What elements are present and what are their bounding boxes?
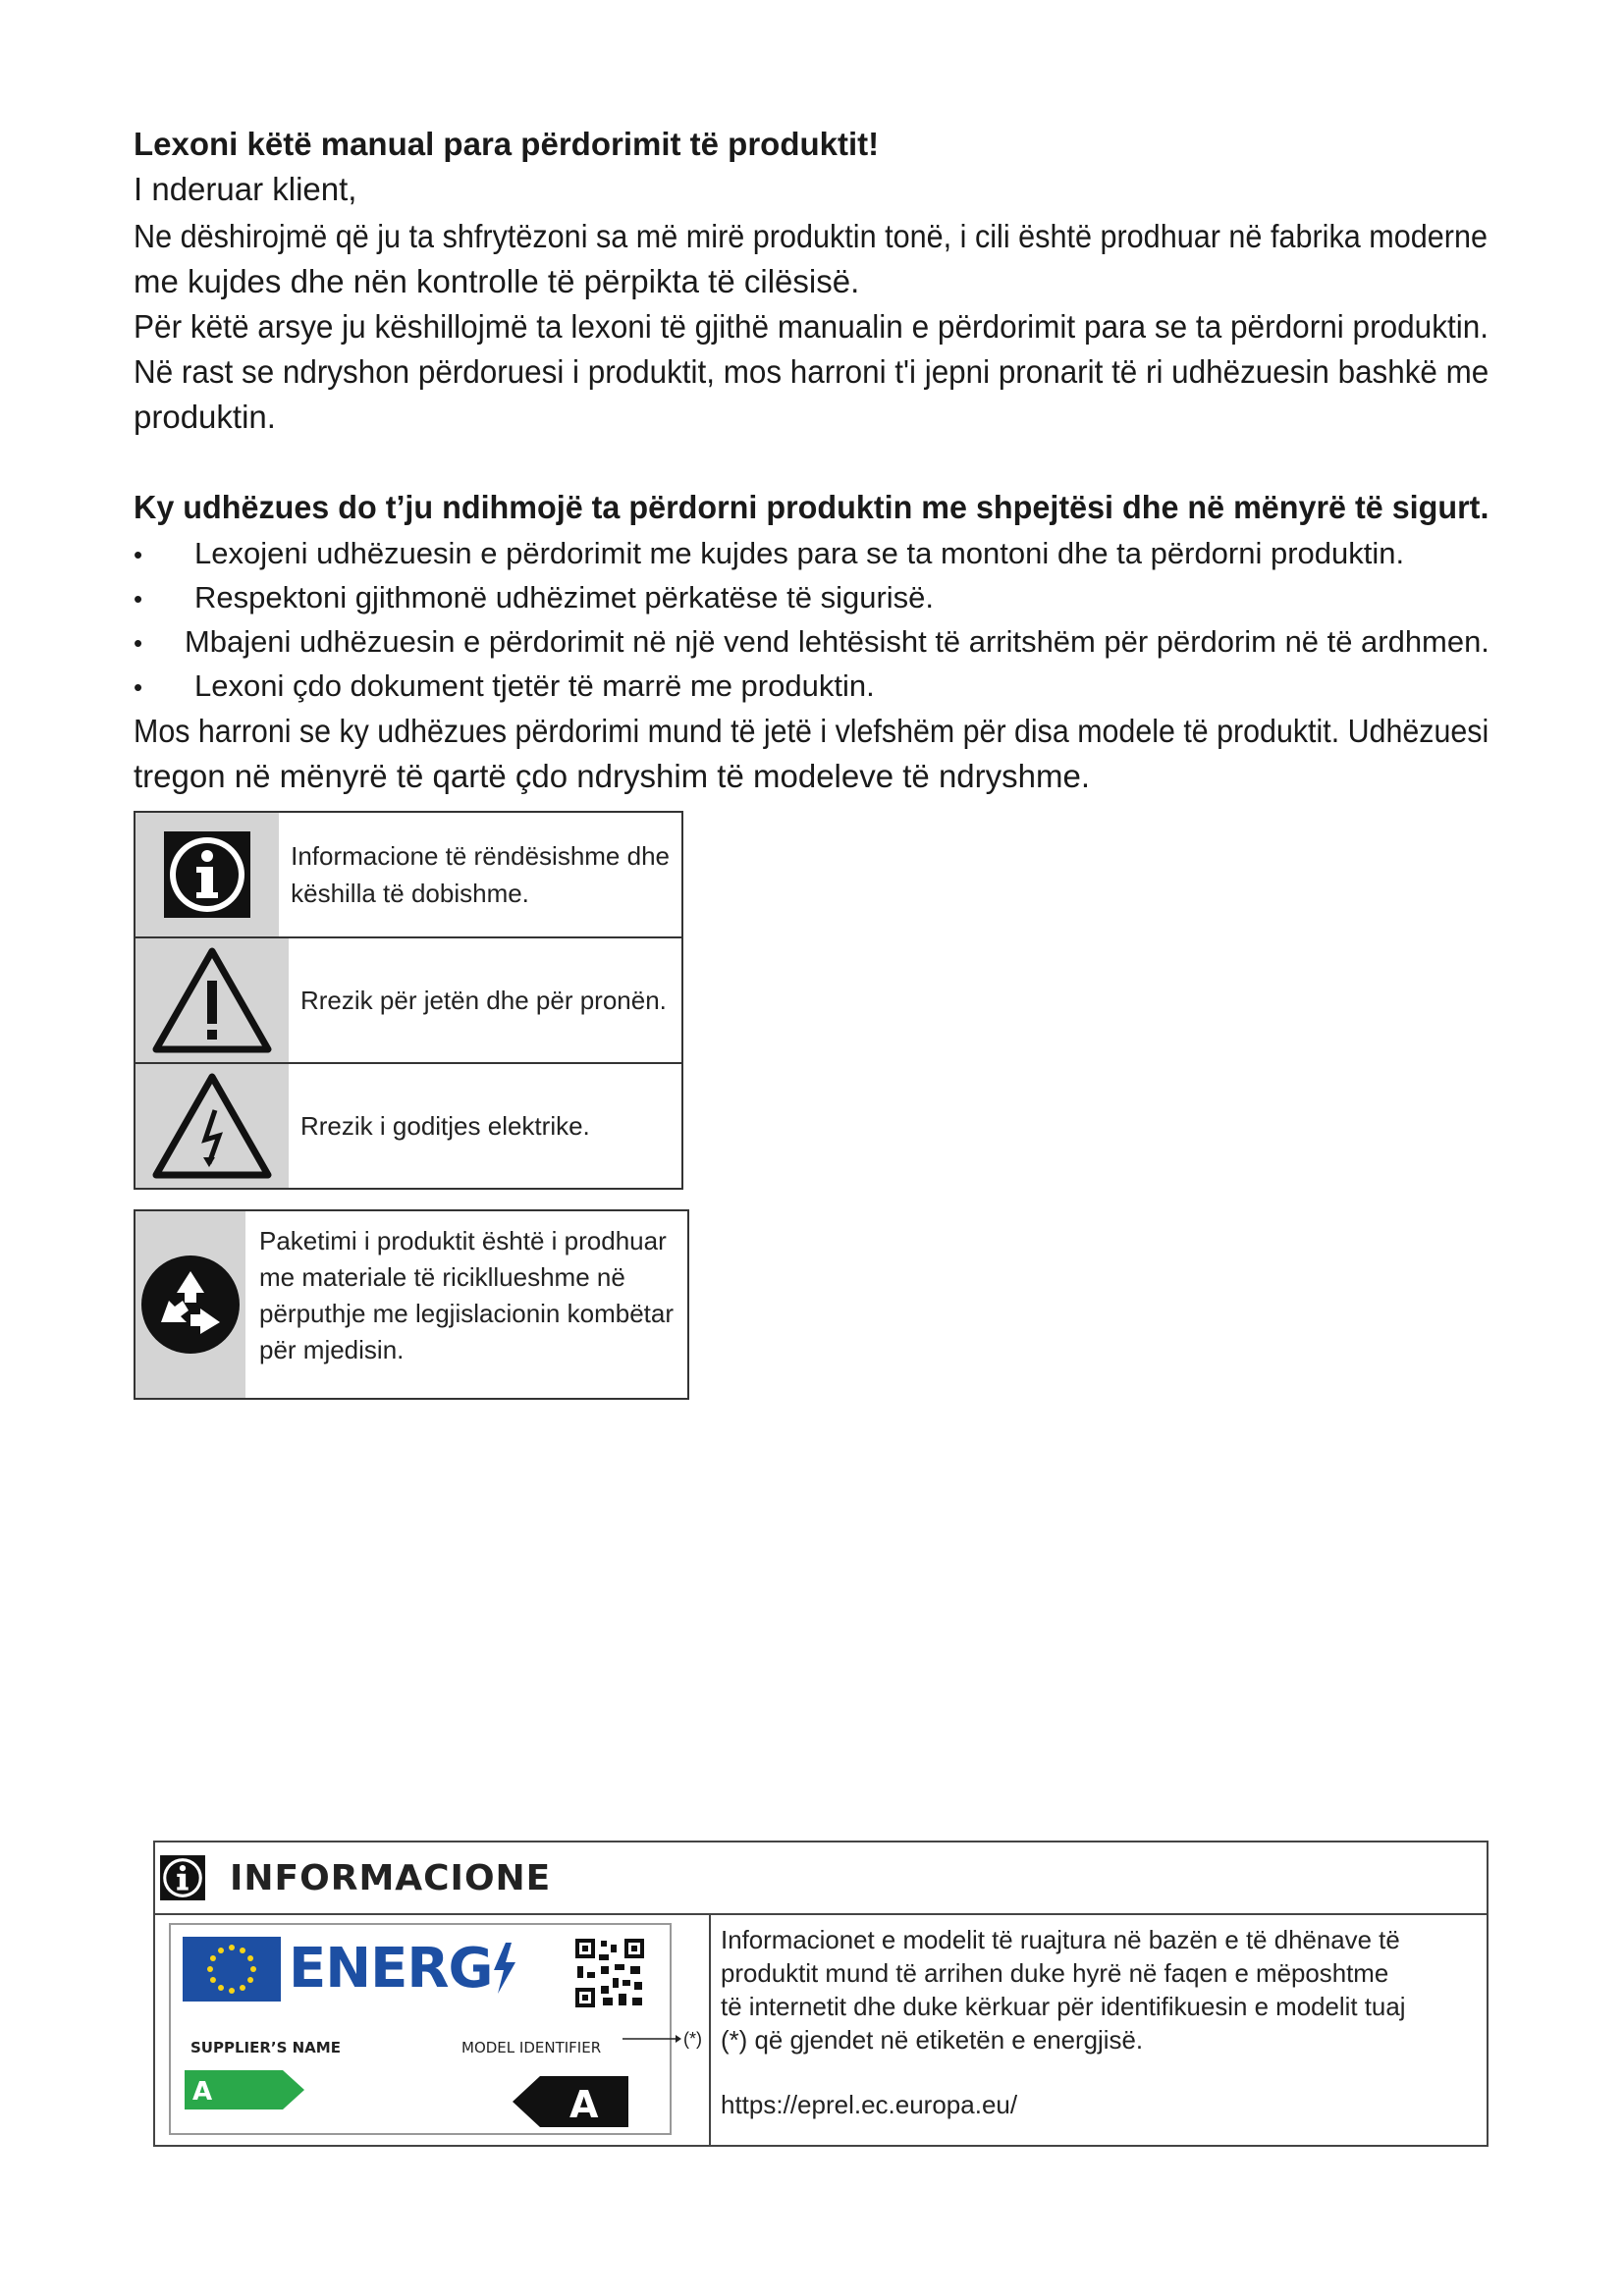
eu-star-icon (229, 1988, 235, 1994)
guide-closing-line-1: Mos harroni se ky udhëzues përdorimi mund të jetë i vlefshëm për disa modele të produktit. Udhëzuesi (134, 713, 1489, 749)
eu-star-icon (210, 1955, 216, 1961)
warning-icon (150, 945, 274, 1055)
eu-flag-icon (183, 1937, 281, 2002)
list-item-text: Respektoni gjithmonë udhëzimet përkatëse të sigurisë. (194, 580, 935, 614)
information-text-line: (*) që gjendet në etiketën e energjisë. (721, 2025, 1144, 2055)
energy-label-cell (155, 1915, 711, 2145)
bullet-marker: • (134, 584, 143, 614)
eu-star-icon (210, 1977, 216, 1983)
recycling-text-line: Paketimi i produktit është i prodhuar (258, 1226, 667, 1255)
bullet-marker: • (134, 672, 143, 702)
eu-star-icon (247, 1955, 253, 1961)
intro-paragraph-2-line-2: Në rast se ndryshon përdoruesi i produktit, mos harroni t'i jepni pronarit të ri udhëzuesin bashkë me (134, 353, 1489, 390)
recycling-text-line: me materiale të ricikllueshme në (258, 1262, 625, 1292)
recycling-notice (134, 1209, 689, 1400)
eu-star-icon (207, 1966, 213, 1972)
information-text-line: Informacionet e modelit të ruajtura në bazën e të dhënave të (721, 1925, 1400, 1954)
eu-star-icon (229, 1945, 235, 1950)
intro-section (134, 122, 1489, 440)
symbol-row-warning (135, 938, 681, 1064)
eu-star-icon (218, 1985, 224, 1991)
symbol-text-line: këshilla të dobishme. (291, 879, 529, 908)
bullet-marker: • (134, 628, 143, 658)
information-text-line: produktit mund të arrihen duke hyrë në faqen e mëposhtme (721, 1958, 1389, 1988)
info-icon (162, 829, 252, 920)
intro-paragraph-2-line-3: produktin. (134, 399, 276, 435)
energy-class-left: A (192, 2077, 213, 2107)
eu-star-icon (250, 1966, 256, 1972)
information-text-line: të internetit dhe duke kërkuar për identifikuesin e modelit tuaj (721, 1992, 1406, 2021)
guide-heading: Ky udhëzues do t’ju ndihmojë ta përdorni produktin me shpejtësi dhe në mënyrë të sigurt. (134, 489, 1489, 525)
guide-section (134, 485, 1489, 799)
energy-label-word (289, 1937, 517, 2002)
eu-star-icon (240, 1948, 245, 1953)
list-item-text: Lexoni çdo dokument tjetër të marrë me produktin. (194, 668, 875, 703)
supplier-name: SUPPLIER’S NAME (190, 2039, 341, 2056)
information-body (155, 1915, 1487, 2145)
information-title: INFORMACIONE (230, 1857, 552, 1898)
symbol-text-line: Rrezik për jetën dhe për pronën. (300, 986, 667, 1015)
energy-label-marker: (*) (683, 2029, 702, 2049)
symbol-icon-cell (135, 813, 279, 936)
information-text (711, 1915, 1487, 2145)
energy-label-illustration (169, 1923, 672, 2135)
symbol-text-line: Rrezik i goditjes elektrike. (300, 1111, 590, 1141)
energy-class-arrow-left (185, 2068, 306, 2111)
symbol-row-electric (135, 1064, 681, 1188)
information-box (153, 1841, 1489, 2147)
electric-shock-icon (150, 1071, 274, 1181)
intro-paragraph-2-line-1: Për këtë arsye ju këshillojmë ta lexoni të gjithë manualin e përdorimit para se ta përdorni produktin. (134, 308, 1489, 345)
eu-star-icon (218, 1948, 224, 1953)
recycling-text-line: për mjedisin. (258, 1335, 405, 1364)
list-item (134, 620, 1488, 665)
energy-class-right: A (569, 2083, 599, 2126)
symbol-icon-cell (135, 1064, 289, 1188)
qr-code-icon (573, 1937, 646, 2009)
eu-star-icon (240, 1985, 245, 1991)
list-item-text: Mbajeni udhëzuesin e përdorimit në një vend lehtësisht të arritshëm për përdorim në të ardhmen. (184, 624, 1489, 659)
list-item-text: Lexojeni udhëzuesin e përdorimit me kujdes para se ta montoni dhe ta përdorni produktin. (194, 536, 1405, 570)
pointer-arrow-icon (623, 2033, 681, 2045)
symbol-icon-cell (135, 938, 289, 1062)
guide-bullet-list (134, 532, 1489, 709)
list-item (134, 532, 1489, 576)
lightning-icon (492, 1943, 517, 1994)
symbol-description (279, 813, 681, 936)
symbol-row-info (135, 813, 681, 938)
energy-class-arrow-right (513, 2076, 628, 2127)
eprel-link[interactable]: https://eprel.ec.europa.eu/ (721, 2090, 1018, 2119)
list-item (134, 665, 1489, 709)
list-item (134, 576, 1489, 620)
intro-paragraph-1-line-2: me kujdes dhe nën kontrolle të përpikta të cilësisë. (134, 263, 860, 299)
intro-paragraph-1-line-1: Ne dëshirojmë që ju ta shfrytëzoni sa më mirë produktin tonë, i cili është prodhuar në fabrika moderne (134, 218, 1489, 254)
information-header (155, 1842, 1487, 1915)
recycling-text (245, 1211, 687, 1398)
model-identifier: MODEL IDENTIFIER (461, 2039, 602, 2056)
recycle-icon-cell (135, 1211, 245, 1398)
recycling-text-line: përputhje me legjislacionin kombëtar (258, 1299, 674, 1328)
symbol-description (289, 938, 681, 1062)
recycle-icon (139, 1254, 242, 1356)
symbol-legend-table (134, 811, 683, 1190)
symbol-description (289, 1064, 681, 1188)
eu-star-icon (247, 1977, 253, 1983)
greeting: I nderuar klient, (134, 171, 357, 207)
guide-closing-line-2: tregon në mënyrë të qartë çdo ndryshim të modeleve të ndryshme. (134, 758, 1090, 794)
bullet-marker: • (134, 540, 143, 569)
symbol-text-line: Informacione të rëndësishme dhe (291, 841, 670, 871)
intro-heading: Lexoni këtë manual para përdorimit të produktit! (134, 126, 880, 162)
info-icon (159, 1854, 206, 1901)
energy-word-text: ENERG (289, 1937, 493, 2001)
